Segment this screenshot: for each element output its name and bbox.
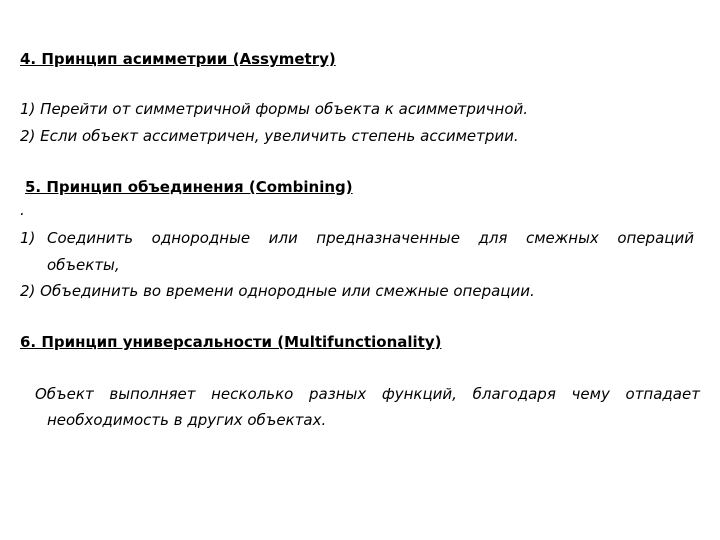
section-6-heading: 6. Принцип универсальности (Multifunctionality) (20, 333, 442, 351)
word: или (268, 229, 298, 247)
section-4-item-2: 2) Если объект ассиметричен, увеличить степень ассиметрии. (20, 127, 519, 145)
word: Соединить (47, 229, 134, 247)
section-5-item-1-line (47, 229, 694, 247)
word: смежных (525, 229, 599, 247)
word: выполняет (109, 385, 196, 403)
word: чему (571, 385, 610, 403)
word: разных (309, 385, 367, 403)
section-5-heading: 5. Принцип объединения (Combining) (25, 178, 353, 196)
word: благодаря (472, 385, 556, 403)
word: операций (617, 229, 694, 247)
word: предназначенные (316, 229, 460, 247)
section-5-dot: . (20, 201, 25, 219)
section-6-line-1 (35, 385, 700, 403)
word: для (478, 229, 508, 247)
word: несколько (211, 385, 294, 403)
word: Объект (35, 385, 94, 403)
word: функций, (381, 385, 457, 403)
section-4-item-1: 1) Перейти от симметричной формы объекта к асимметричной. (20, 100, 529, 118)
word: отпадает (625, 385, 700, 403)
section-5-item-1-continuation: объекты, (47, 256, 120, 274)
section-6-line-2: необходимость в других объектах. (47, 411, 327, 429)
section-5-item-2: 2) Объединить во времени однородные или смежные операции. (20, 282, 535, 300)
word: однородные (151, 229, 251, 247)
section-5-item-1-number: 1) (20, 229, 36, 247)
section-4-heading: 4. Принцип асимметрии (Assymetry) (20, 50, 336, 68)
